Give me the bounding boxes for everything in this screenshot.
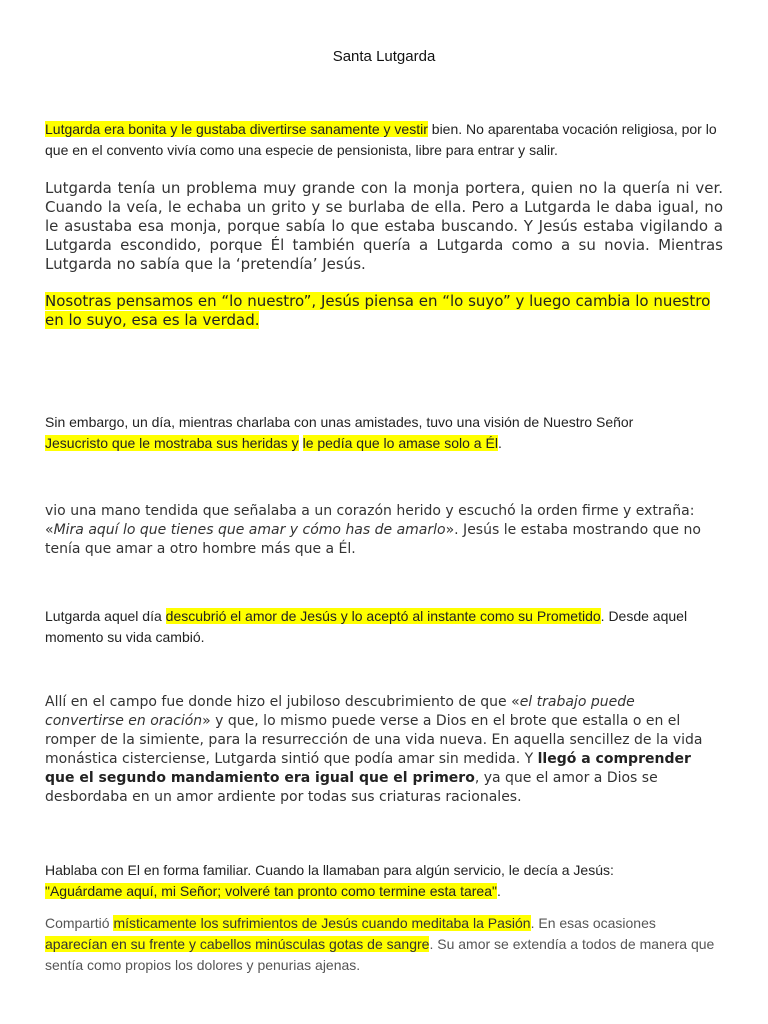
paragraph-4: Sin embargo, un día, mientras charlaba con unas amistades, tuvo una visión de Nuestro Señor Jesucristo que le mostraba sus heridas y le pedía que lo amase solo a Él. xyxy=(45,414,634,451)
paragraph-2: Lutgarda tenía un problema muy grande con la monja portera, quien no la quería ni ver. Cuando la veía, le echaba un grito y se burlaba de ella. Pero a Lutgarda le daba igual, no le asustaba esa monja, porque sabía lo que estaba buscando. Y Jesús estaba vigilando a Lutgarda escondido, porque Él también quería a Lutgarda como a su novia. Mientras Lutgarda no sabía que la ‘pretendía’ Jesús. xyxy=(45,179,723,273)
highlight: descubrió el amor de Jesús y lo aceptó al instante como su Prometido xyxy=(165,608,601,624)
paragraph-5: vio una mano tendida que señalaba a un corazón herido y escuchó la orden firme y extraña: «Mira aquí lo que tienes que amar y cómo has de amarlo». Jesús le estaba mostrando que no tenía que amar a otro hombre más que a Él. xyxy=(45,503,701,557)
highlight: místicamente los sufrimientos de Jesús cuando meditaba la Pasión xyxy=(113,915,531,931)
paragraph-1 xyxy=(45,119,723,161)
highlight: Lutgarda era bonita y le gustaba divertirse sanamente y vestir xyxy=(45,121,428,137)
highlight: Jesucristo que le mostraba sus heridas y xyxy=(45,435,299,451)
highlight: Nosotras pensamos en “lo nuestro”, Jesús piensa en “lo suyo” y luego cambia lo nuestro en lo suyo, esa es la verdad. xyxy=(45,292,711,329)
highlight: le pedía que lo amase solo a Él xyxy=(302,435,498,451)
paragraph-6: Lutgarda aquel día descubrió el amor de Jesús y lo aceptó al instante como su Prometido. Desde aquel momento su vida cambió. xyxy=(45,608,688,645)
italic-quote: Mira aquí lo que tienes que amar y cómo has de amarlo xyxy=(53,522,446,538)
paragraph-3 xyxy=(45,292,723,330)
text: bien. No aparentaba vocación religiosa, por lo que en el convento vivía como una especie de pensionista, libre para entrar y salir. xyxy=(45,121,717,158)
italic-quote: el trabajo puede convertirse en oración xyxy=(45,694,635,729)
highlight: aparecían en su frente y cabellos minúsculas gotas de sangre xyxy=(45,936,430,952)
text: Sin embargo, un día, mientras charlaba con unas amistades, tuvo una visión de Nuestro Señor xyxy=(45,414,634,430)
highlight: "Aguárdame aquí, mi Señor; volveré tan pronto como termine esta tarea" xyxy=(45,883,497,899)
paragraph-9: Compartió místicamente los sufrimientos de Jesús cuando meditaba la Pasión. En esas ocasiones aparecían en su frente y cabellos minúsculas gotas de sangre. Su amor se extendía a todos de manera que sentía como propios los dolores y penurias ajenas. xyxy=(45,915,715,973)
paragraph-7: Allí en el campo fue donde hizo el jubiloso descubrimiento de que «el trabajo puede convertirse en oración» y que, lo mismo puede verse a Dios en el brote que estalla o en el romper de la simiente, para la resurrección de una vida nueva. En aquella sencillez de la vida monástica cisterciense, Lutgarda sintió que podía amar sin medida. Y llegó a comprender que el segundo mandamiento era igual que el primero, ya que el amor a Dios se desbordaba en un amor ardiente por todas sus criaturas racionales. xyxy=(45,694,703,805)
bold-text: llegó a comprender que el segundo mandamiento era igual que el primero xyxy=(45,751,691,786)
document-title: Santa Lutgarda xyxy=(332,48,436,65)
paragraph-8: Hablaba con El en forma familiar. Cuando la llamaban para algún servicio, le decía a Jesús: "Aguárdame aquí, mi Señor; volveré tan pronto como termine esta tarea". xyxy=(45,862,614,899)
